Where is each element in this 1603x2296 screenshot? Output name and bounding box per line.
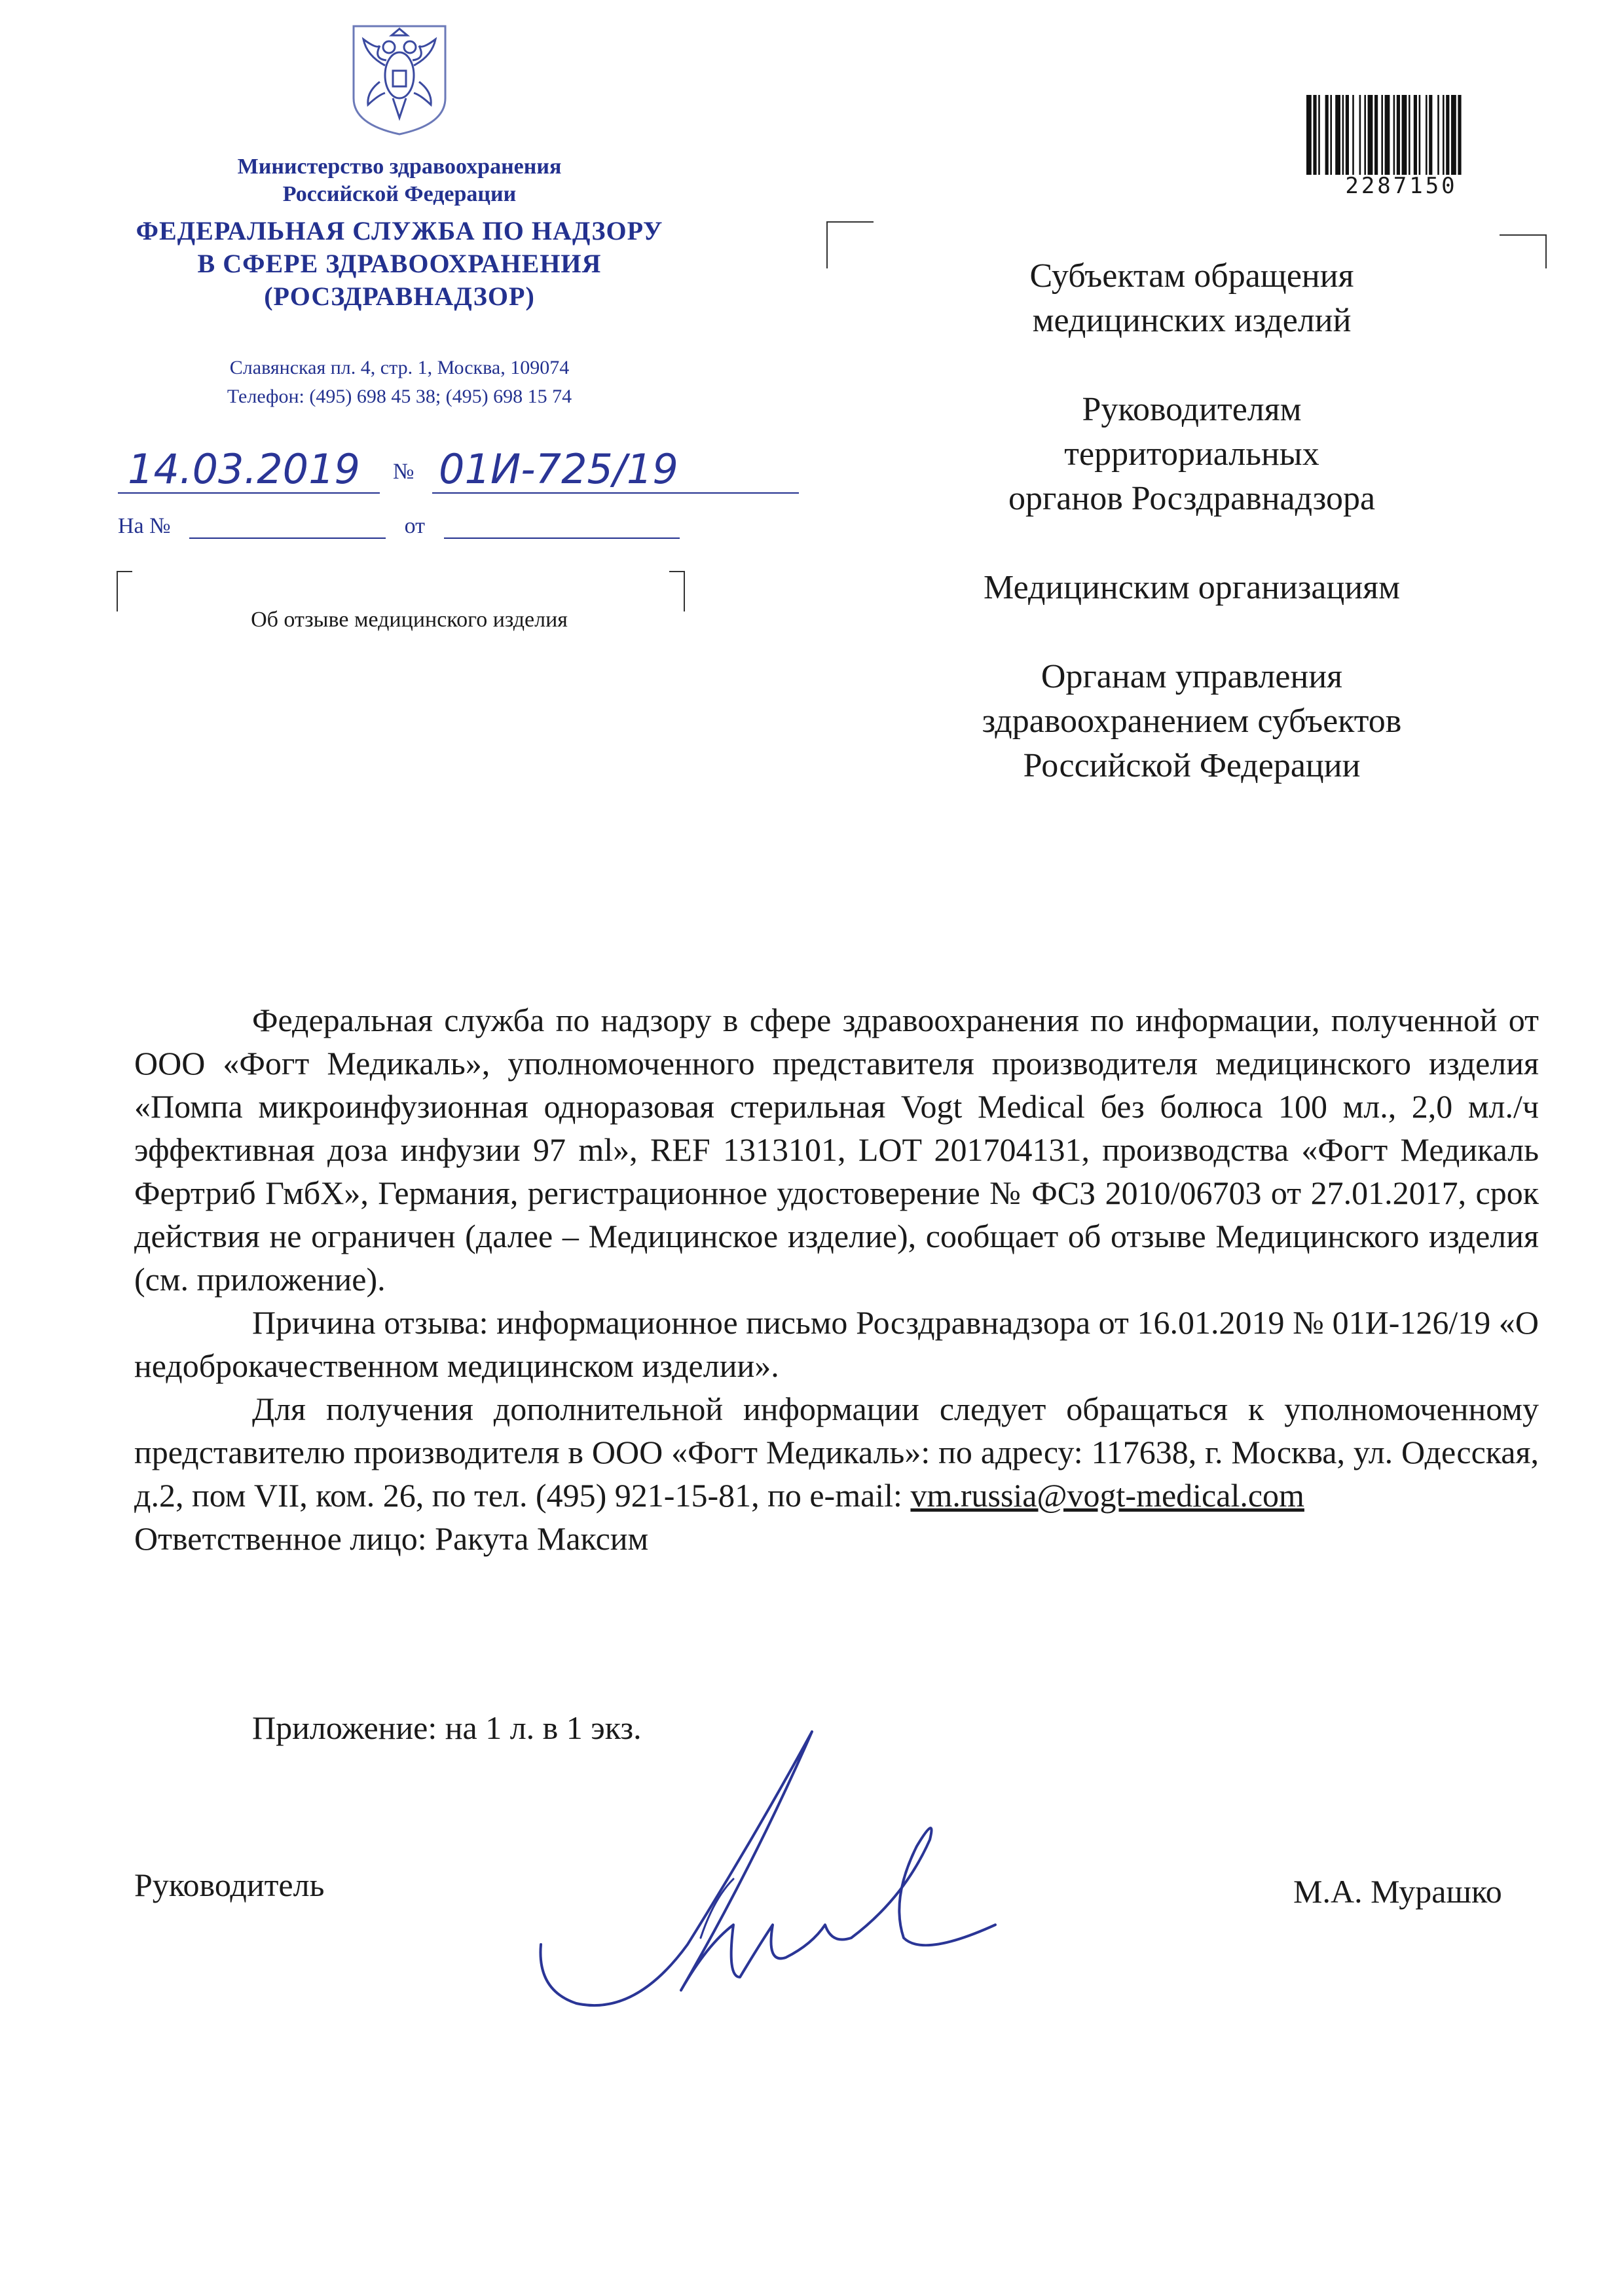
recipient-line: медицинских изделий: [1032, 302, 1352, 339]
handwritten-signature: [537, 1728, 1008, 2030]
recipients-bracket-right: [1500, 234, 1547, 268]
barcode-bar: [1381, 95, 1383, 175]
ministry-line: Министерство здравоохранения: [237, 155, 562, 179]
barcode-icon: [1306, 95, 1496, 175]
signer-name: М.А. Мурашко: [1293, 1873, 1502, 1910]
ministry-name: [131, 153, 668, 208]
barcode-bar: [1426, 95, 1428, 175]
barcode-bar: [1306, 95, 1312, 175]
annex-note: Приложение: на 1 л. в 1 экз.: [252, 1709, 642, 1746]
recipient-line: Субъектам обращения: [1029, 257, 1354, 295]
agency-name: [98, 215, 701, 313]
letter-subject: Об отзыве медицинского изделия: [251, 608, 568, 632]
phone-line: Телефон: (495) 698 45 38; (495) 698 15 74: [227, 386, 572, 407]
barcode-bar: [1352, 95, 1354, 175]
email-link[interactable]: vm.russia@vogt-medical.com: [910, 1477, 1304, 1514]
recipient-line: органов Росздравнадзора: [1008, 480, 1376, 517]
letter-body: [134, 998, 1539, 1560]
barcode-bar: [1335, 95, 1340, 175]
number-underline: [432, 492, 799, 494]
agency-line: ФЕДЕРАЛЬНАЯ СЛУЖБА ПО НАДЗОРУ: [136, 216, 663, 246]
recipient-group: [904, 388, 1480, 521]
reply-row: [118, 514, 707, 539]
recipient-line: Органам управления: [1041, 658, 1343, 695]
barcode-bar: [1409, 95, 1410, 175]
barcode-number: 2287150: [1345, 173, 1458, 199]
barcode-bar: [1437, 95, 1439, 175]
agency-address: [105, 354, 694, 411]
barcode-bar: [1364, 95, 1366, 175]
body-paragraph: Причина отзыва: информационное письмо Росздравнадзора от 16.01.2019 № 01И-126/19 «О недоброкачественном медицинском изделии».: [134, 1304, 1539, 1384]
body-paragraph: [134, 1387, 1539, 1517]
barcode-bar: [1359, 95, 1361, 175]
barcode-bar: [1414, 95, 1417, 175]
body-paragraph: Федеральная служба по надзору в сфере здравоохранения по информации, полученной от ООО «Фогт Медикаль», уполномоченного представителя производителя медицинского изделия «Помпа микроинфузионная одноразовая стерильная Vogt Medical без болюса 100 мл., 2,0 мл./ч эффективная доза инфузии 97 ml», REF 1313101, LOT 201704131, производства «Фогт Медикаль Фертриб ГмбХ», Германия, регистрационное удостоверение № ФСЗ 2010/06703 от 27.01.2017, срок действия не ограничен (далее – Медицинское изделие), сообщает об отзыве Медицинского изделия (см. приложение).: [134, 1002, 1539, 1298]
barcode-bar: [1446, 95, 1449, 175]
recipient-group: [904, 655, 1480, 788]
recipient-line: здравоохранением субъектов: [982, 702, 1402, 740]
barcode-bar: [1429, 95, 1432, 175]
agency-line: В СФЕРЕ ЗДРАВООХРАНЕНИЯ: [197, 249, 602, 278]
subject-bracket-left: [117, 571, 132, 611]
barcode-bar: [1397, 95, 1400, 175]
recipients-bracket-left: [826, 221, 874, 268]
barcode-bar: [1342, 95, 1344, 175]
barcode-bar: [1374, 95, 1378, 175]
date-underline: [118, 492, 380, 494]
barcode-bar: [1313, 95, 1316, 175]
reply-label: На №: [118, 514, 171, 538]
contact-text: Для получения дополнительной информации следует обращаться к уполномоченному представителю производителя в ООО «Фогт Медикаль»: по адресу: 117638, г. Москва, ул. Одесская, д.2, пом VII, ком. 26, по тел. (495) 921-15-81, по e-mail:: [134, 1391, 1539, 1514]
coat-of-arms-icon: [341, 20, 458, 137]
reply-date-line: [444, 518, 680, 539]
barcode-bar: [1346, 95, 1349, 175]
recipient-line: Руководителям: [1082, 391, 1302, 428]
reply-number-line: [189, 518, 386, 539]
subject-bracket-right: [669, 571, 685, 611]
from-label: от: [404, 514, 426, 538]
barcode-bar: [1419, 95, 1421, 175]
barcode-bar: [1393, 95, 1395, 175]
signer-role: Руководитель: [134, 1867, 325, 1903]
recipient-line: Российской Федерации: [1023, 747, 1361, 784]
recipient-line: Медицинским организациям: [984, 569, 1400, 606]
number-label: №: [393, 460, 415, 484]
barcode-bar: [1451, 95, 1456, 175]
barcode-bar: [1330, 95, 1332, 175]
recipient-group: [904, 254, 1480, 343]
barcode-bar: [1368, 95, 1373, 175]
handwritten-number: 01И-725/19: [439, 445, 678, 493]
barcode-bar: [1443, 95, 1445, 175]
barcode-bar: [1325, 95, 1329, 175]
registration-row: [118, 445, 773, 498]
address-line: Славянская пл. 4, стр. 1, Москва, 109074: [229, 357, 570, 378]
agency-line: (РОСЗДРАВНАДЗОР): [264, 282, 535, 311]
handwritten-date: 14.03.2019: [128, 445, 360, 493]
recipient-line: территориальных: [1064, 435, 1319, 473]
barcode-bar: [1458, 95, 1461, 175]
barcode-bar: [1318, 95, 1320, 175]
recipients-block: [904, 254, 1480, 833]
ministry-line: Российской Федерации: [282, 182, 517, 206]
barcode-bar: [1402, 95, 1407, 175]
responsible-person: Ответственное лицо: Ракута Максим: [134, 1520, 649, 1557]
recipient-group: [904, 566, 1480, 610]
barcode-bar: [1385, 95, 1390, 175]
